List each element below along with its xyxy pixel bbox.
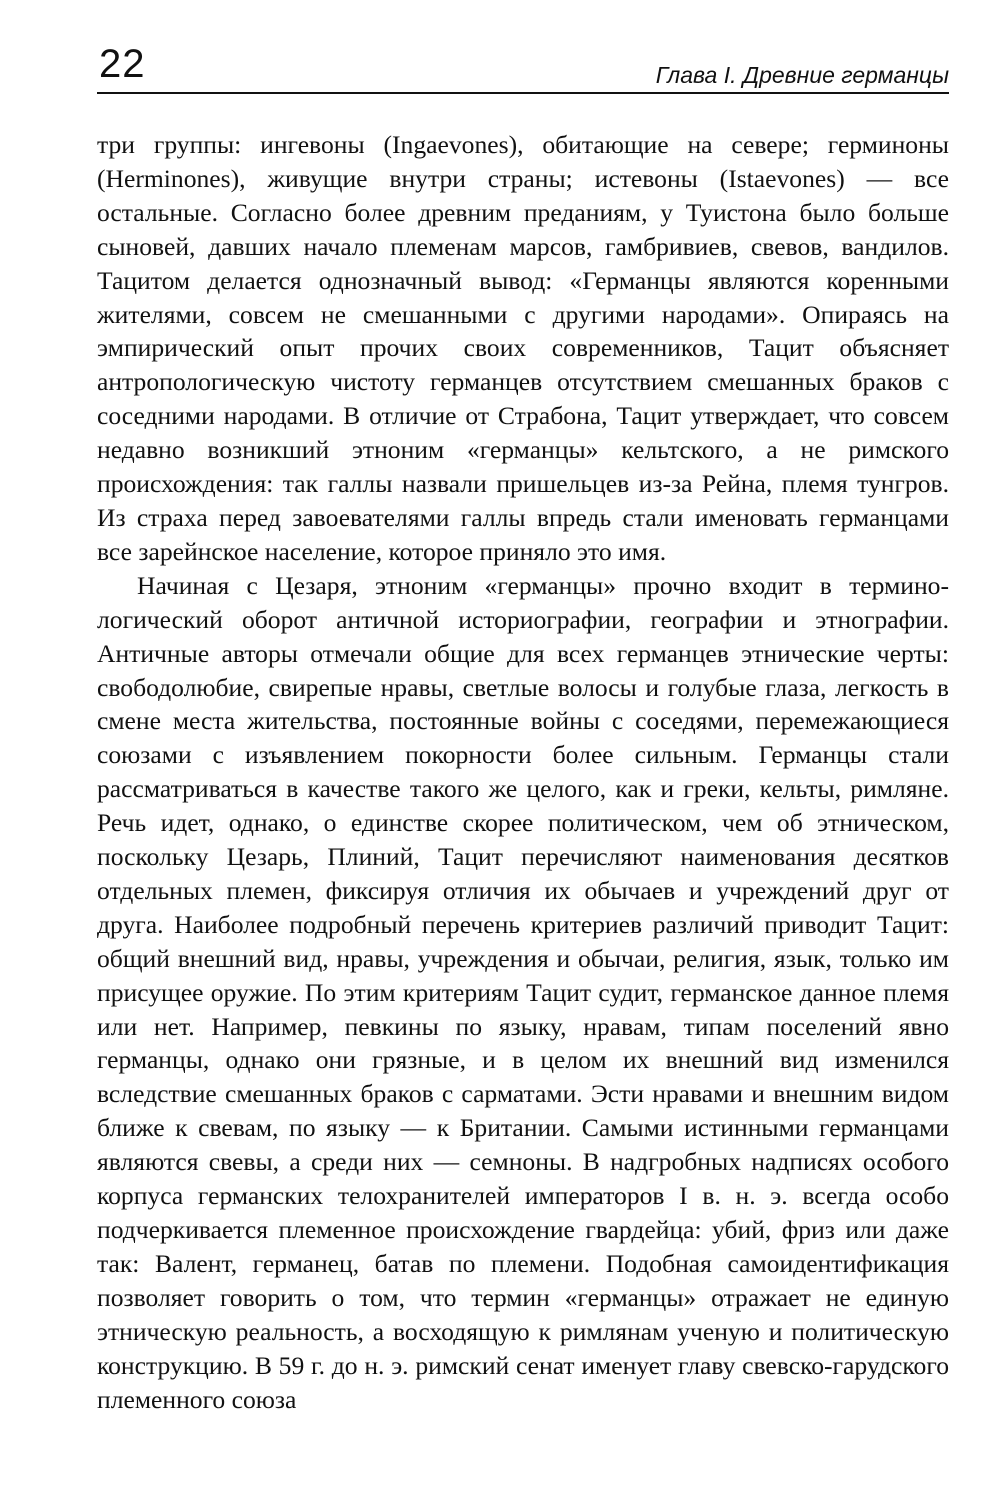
page-number: 22 — [99, 42, 146, 86]
running-head — [97, 40, 949, 94]
paragraph-1: три группы: ингевоны (Ingaevones), обитающие на севере; герминоны (Herminones), живущие внутри страны; истевоны (Istaevones) — все остальные. Согласно более древним преданиям, у Туистона было больше сыновей, давших начало племенам марсов, гамбривиев, свевов, вандилов. Тацитом делается однозначный вывод: «Германцы являются коренными жителями, совсем не смешанными с другими народами». Опираясь на эмпирический опыт прочих своих современников, Тацит объясняет антропологическую чистоту германцев отсутствием смешанных браков с соседними народами. В отличие от Страбона, Тацит утверждает, что совсем недавно возникший этноним «германцы» кельтского, а не римского происхождения: так галлы назвали пришельцев из-за Рейна, племя тунгров. Из страха перед завоевателями галлы впредь стали именовать германцами все зарейнское население, которое приняло это имя. — [97, 130, 949, 566]
body-text — [97, 128, 949, 1416]
book-page — [97, 40, 949, 1416]
chapter-title: Глава I. Древние германцы — [655, 62, 949, 88]
paragraph-2: Начиная с Цезаря, этноним «германцы» прочно входит в терминологический оборот античной историографии, географии и этнографии. Античные авторы отмечали общие для всех германцев этнические черты: свободолюбие, свирепые нравы, светлые волосы и голубые глаза, легкость в смене места жительства, постоянные войны с соседями, перемежающиеся союзами с изъявлением покорности более сильным. Германцы стали рассматриваться в качестве такого же целого, как и греки, кельты, римляне. Речь идет, однако, о единстве скорее политическом, чем об этническом, поскольку Цезарь, Плиний, Тацит перечисляют наименования десятков отдельных племен, фиксируя отличия их обычаев и учреждений друг от друга. Наиболее подробный перечень критериев различий приводит Тацит: общий внешний вид, нравы, учреждения и обычаи, религия, язык, только им присущее оружие. По этим критериям Тацит судит, германское данное племя или нет. Например, певкины по языку, нравам, типам поселений явно германцы, однако они грязные, и в целом их внешний вид изменился вследствие смешанных браков с сарматами. Эсти нравами и внешним видом ближе к свевам, по языку — к Британии. Самыми истинными германцами являются свевы, а среди них — семноны. В надгробных надписях особого корпуса германских телохранителей императоров I в. н. э. всегда особо подчеркивается племенное происхождение гвардейца: убий, фриз или даже так: Валент, германец, батав по племени. Подобная самоидентификация позволяет говорить о том, что термин «германцы» отражает не единую этническую реальность, а восходящую к римлянам ученую и политическую конструкцию. В 59 г. до н. э. римский сенат именует главу свевско-гарудского племенного союза — [97, 570, 949, 1414]
